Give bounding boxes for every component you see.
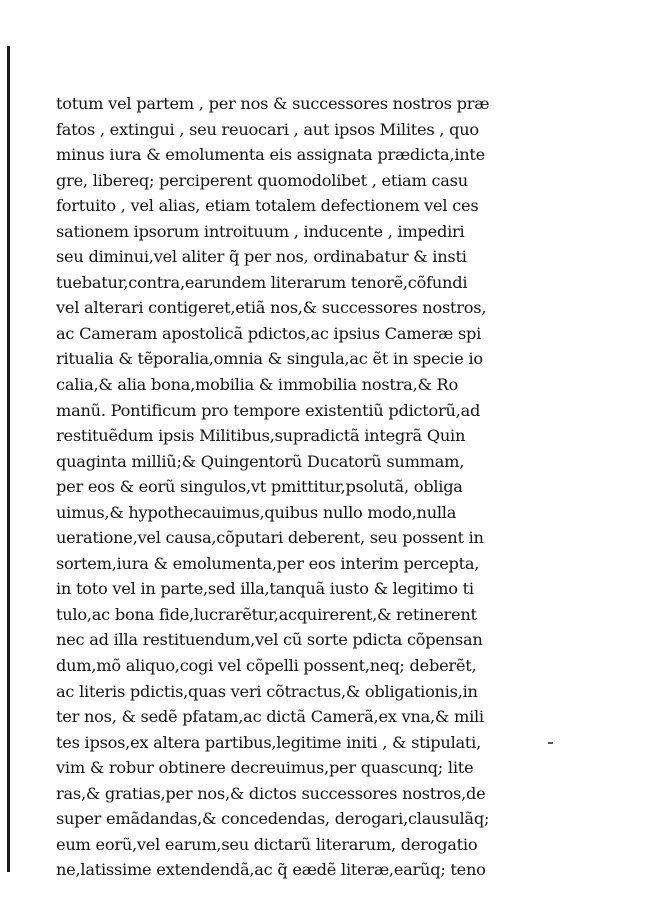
text-line: restituẽdum ipsis Militibus,supradictã integrã Quin bbox=[56, 426, 466, 446]
text-line: minus iura & emolumenta eis assignata prædicta,inte bbox=[56, 145, 486, 165]
text-line: manũ. Pontificum pro tempore existentiũ pdictorũ,ad bbox=[56, 400, 481, 420]
text-line: sationem ipsorum introituum , inducente , impediri bbox=[56, 221, 465, 241]
text-line: dum,mõ aliquo,cogi vel cõpelli possent,neq; deberẽt, bbox=[56, 656, 477, 676]
text-line: gre, libereq; perciperent quomodolibet , etiam casu bbox=[56, 170, 468, 190]
text-line: tuebatur,contra,earundem literarum tenorẽ,cõfundi bbox=[56, 272, 468, 292]
text-line: ac Cameram apostolicã pdictos,ac ipsius Cameræ spi bbox=[56, 323, 482, 343]
text-line: ne,latissime extendendã,ac q̃ eædẽ literæ,earũq; teno bbox=[56, 860, 486, 880]
text-line: sortem,iura & emolumenta,per eos interim percepta, bbox=[56, 553, 480, 573]
text-line: vim & robur obtinere decreuimus,per quascunq; lite bbox=[56, 758, 474, 778]
text-line: calia,& alia bona,mobilia & immobilia nostra,& Ro bbox=[56, 375, 458, 395]
ink-speck bbox=[548, 742, 553, 744]
text-line: quaginta milliũ;& Quingentorũ Ducatorũ summam, bbox=[56, 451, 465, 471]
binding-edge-line bbox=[7, 46, 10, 872]
text-line: ritualia & tẽporalia,omnia & singula,ac ẽt in specie io bbox=[56, 349, 483, 369]
text-line: nec ad illa restituendum,vel cũ sorte pdicta cõpensan bbox=[56, 630, 483, 650]
text-line: tes ipsos,ex altera partibus,legitime initi , & stipulati, bbox=[56, 732, 481, 752]
text-line: ras,& gratias,per nos,& dictos successores nostros,de bbox=[56, 783, 486, 803]
text-line: fatos , extingui , seu reuocari , aut ipsos Milites , quo bbox=[56, 119, 479, 139]
text-line: per eos & eorũ singulos,vt pmittitur,psolutã, obliga bbox=[56, 477, 463, 497]
text-line: seu diminui,vel aliter q̃ per nos, ordinabatur & insti bbox=[56, 247, 467, 267]
text-line: vel alterari contigeret,etiã nos,& successores nostros, bbox=[56, 298, 487, 318]
text-line: ter nos, & sedẽ pfatam,ac dictã Camerã,ex vna,& mili bbox=[56, 707, 484, 727]
text-line: in toto vel in parte,sed illa,tanquã iusto & legitimo ti bbox=[56, 579, 474, 599]
text-line: tulo,ac bona fide,lucrarẽtur,acquirerent,& retinerent bbox=[56, 604, 477, 624]
text-line: ueratione,vel causa,cõputari deberent, seu possent in bbox=[56, 528, 484, 548]
text-line: fortuito , vel alias, etiam totalem defectionem vel ces bbox=[56, 196, 479, 216]
latin-text-body bbox=[56, 91, 506, 883]
text-line: eum eorũ,vel earum,seu dictarũ literarum, derogatio bbox=[56, 834, 478, 854]
text-line: ac literis pdictis,quas veri cõtractus,& obligationis,in bbox=[56, 681, 478, 701]
text-line: super emãdandas,& concedendas, derogari,clausulãq; bbox=[56, 809, 490, 829]
text-line: uimus,& hypothecauimus,quibus nullo modo,nulla bbox=[56, 502, 457, 522]
text-line: totum vel partem , per nos & successores nostros præ bbox=[56, 94, 490, 113]
